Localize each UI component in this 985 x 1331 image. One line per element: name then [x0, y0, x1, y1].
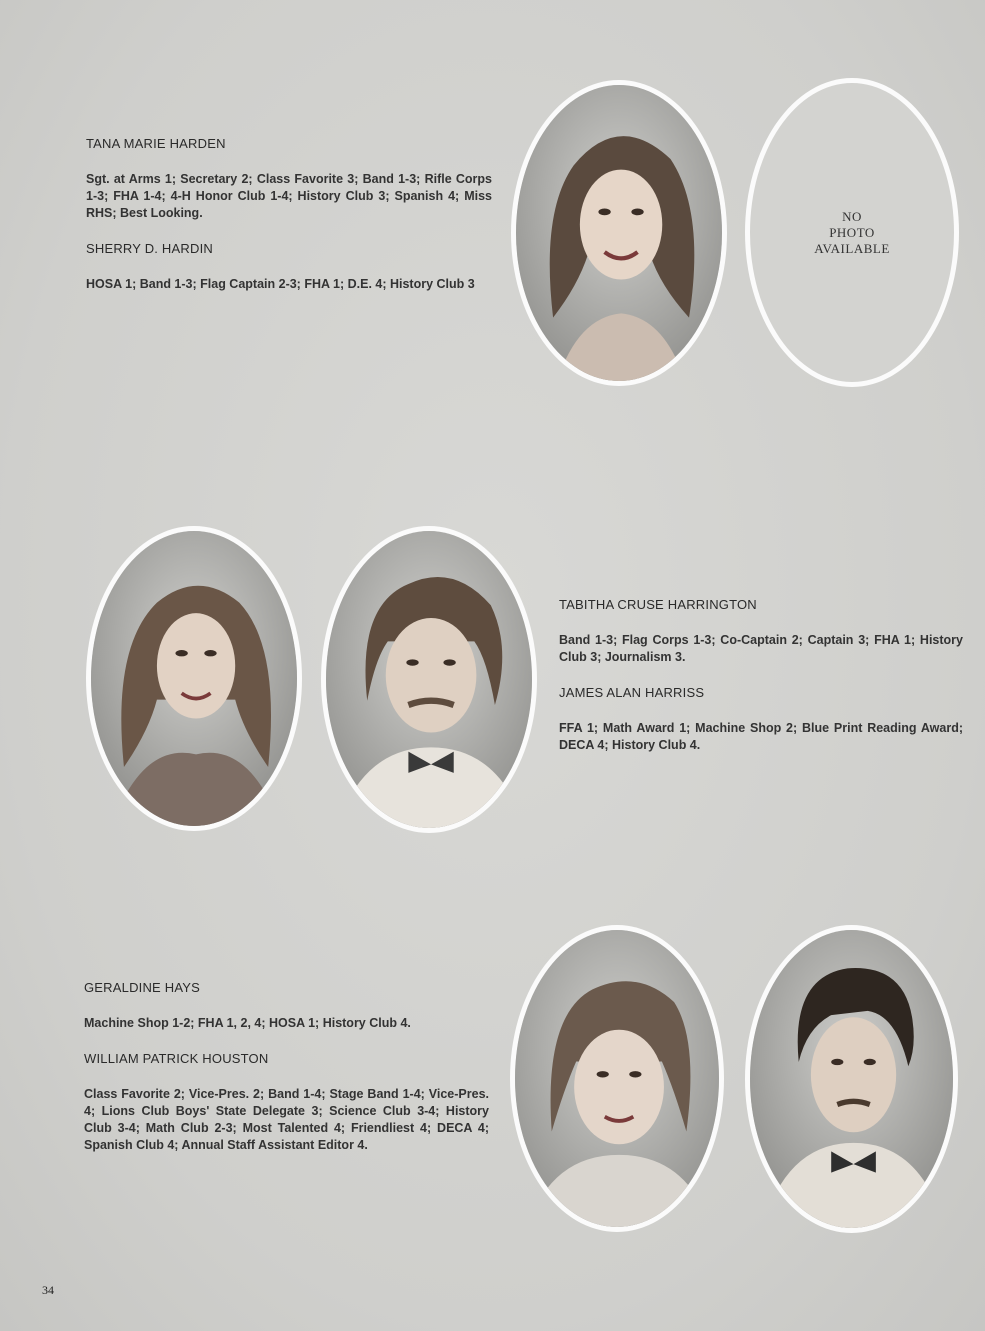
student-name: TANA MARIE HARDEN [86, 136, 226, 151]
student-name: TABITHA CRUSE HARRINGTON [559, 597, 757, 612]
student-activities: FFA 1; Math Award 1; Machine Shop 2; Blue Print Reading Award; DECA 4; History Club 4. [559, 721, 963, 752]
student-bio-group-1 [86, 136, 492, 312]
student-name: SHERRY D. HARDIN [86, 241, 213, 256]
portrait-photo [86, 526, 302, 831]
portrait-photo [511, 80, 727, 386]
student-bio-group-3 [84, 980, 489, 1173]
no-photo-label: NO PHOTO AVAILABLE [814, 208, 890, 256]
student-activities: Class Favorite 2; Vice-Pres. 2; Band 1-4; Stage Band 1-4; Vice-Pres. 4; Lions Club Boys' State Delegate 3; Science Club 3-4; History Club 3-4; Math Club 2-3; Most Talented 4; Friendliest 4; DECA 4; Spanish Club 4; Annual Staff Assistant Editor 4. [84, 1087, 489, 1152]
portrait-photo [745, 925, 958, 1233]
student-activities: Sgt. at Arms 1; Secretary 2; Class Favorite 3; Band 1-3; Rifle Corps 1-3; FHA 1-4; 4-H Honor Club 1-4; History Club 3; Spanish 4; Miss RHS; Best Looking. [86, 172, 492, 220]
student-name: GERALDINE HAYS [84, 980, 200, 995]
student-activities: Band 1-3; Flag Corps 1-3; Co-Captain 2; Captain 3; FHA 1; History Club 3; Journalism 3. [559, 633, 963, 664]
page-number: 34 [42, 1283, 54, 1297]
student-bio-group-2 [559, 597, 963, 773]
student-activities: HOSA 1; Band 1-3; Flag Captain 2-3; FHA 1; D.E. 4; History Club 3 [86, 277, 475, 291]
no-photo-placeholder [745, 78, 959, 387]
student-activities: Machine Shop 1-2; FHA 1, 2, 4; HOSA 1; History Club 4. [84, 1016, 411, 1030]
student-name: WILLIAM PATRICK HOUSTON [84, 1051, 269, 1066]
portrait-photo [510, 925, 724, 1232]
student-name: JAMES ALAN HARRISS [559, 685, 705, 700]
portrait-photo [321, 526, 537, 833]
